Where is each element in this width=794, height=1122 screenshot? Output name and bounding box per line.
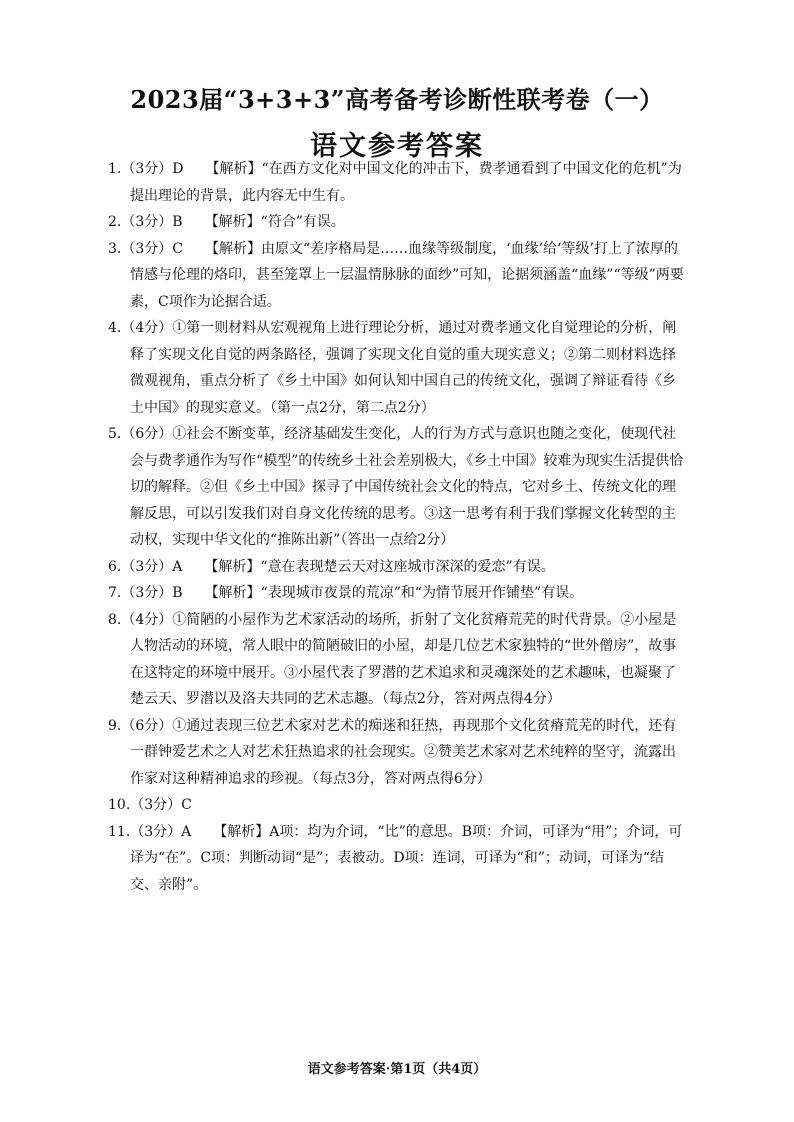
answer-item: 2.（3分）B 【解析】“符合”有误。	[108, 214, 345, 230]
answer-item: 7.（3分）B 【解析】“表现城市夜景的荒凉”和“为情节展开作铺垫”有误。	[108, 585, 584, 601]
answer-item: 5.（6分）①社会不断变革，经济基础发生变化，人的行为方式与意识也随之变化，使现代社会与费孝通作为写作“模型”的传统乡土社会差别极大，《乡土中国》较难为现实生活提供恰切的解释。②但《乡土中国》探寻了中国传统社会文化的特点，它对乡土、传统文化的理解反思，可以引发我们对自身文化传统的思考。③这一思考有利于我们掌握文化转型的主动权，实现中华文化的“推陈出新”（答出一点给2分）	[108, 426, 684, 548]
answer-item: 9.（6分）①通过表现三位艺术家对艺术的痴迷和狂热，再现那个文化贫瘠荒芜的时代，还有一群钟爱艺术之人对艺术狂热追求的社会现实。②赞美艺术家对艺术纯粹的坚守，流露出作家对这种精神追求的珍视。（每点3分，答对两点得6分）	[108, 717, 677, 787]
answer-item: 8.（4分）①简陋的小屋作为艺术家活动的场所，折射了文化贫瘠荒芜的时代背景。②小屋是人物活动的环境，常人眼中的简陋破旧的小屋，却是几位艺术家独特的“世外僧房”，故事在这特定的环境中展开。③小屋代表了罗潜的艺术追求和灵魂深处的艺术趣味，也凝聚了楚云天、罗潜以及洛夫共同的艺术志趣。（每点2分，答对两点得4分）	[108, 611, 677, 707]
answer-item: 6.（3分）A 【解析】“意在表现楚云天对这座城市深深的爱恋”有误。	[108, 558, 555, 575]
exam-title: 2023届“3+3+3”高考备考诊断性联考卷（一）	[130, 85, 664, 114]
page-footer: 语文参考答案·第1页（共4页）	[307, 1062, 487, 1077]
answer-list	[108, 156, 686, 898]
answer-item: 1.（3分）D 【解析】“在西方文化对中国文化的冲击下，费孝通看到了中国文化的危机”为提出理论的背景，此内容无中生有。	[108, 161, 682, 204]
answer-item: 10.（3分）C	[108, 797, 192, 813]
answer-item: 11.（3分）A 【解析】A项：均为介词，“比”的意思。B项：介词，可译为“用”；介词，可译为“在”。C项：判断动词“是”；表被动。D项：连词，可译为“和”；动词，可译为“结交、亲附”。	[108, 823, 683, 893]
answer-item: 4.（4分）①第一则材料从宏观视角上进行理论分析，通过对费孝通文化自觉理论的分析，阐释了实现文化自觉的两条路径，强调了实现文化自觉的重大现实意义；②第二则材料选择微观视角，重点分析了《乡土中国》如何认知中国自己的传统文化，强调了辩证看待《乡土中国》的现实意义。（第一点2分，第二点2分）	[108, 320, 677, 416]
answer-item: 3.（3分）C 【解析】由原文“差序格局是……血缘等级制度，‘血缘’给‘等级’打上了浓厚的情感与伦理的烙印，甚至笼罩上一层温情脉脉的面纱”可知，论据须涵盖“血缘”“等级”两要素，C项作为论据合适。	[108, 240, 684, 310]
answer-subtitle: 语文参考答案	[310, 131, 484, 162]
